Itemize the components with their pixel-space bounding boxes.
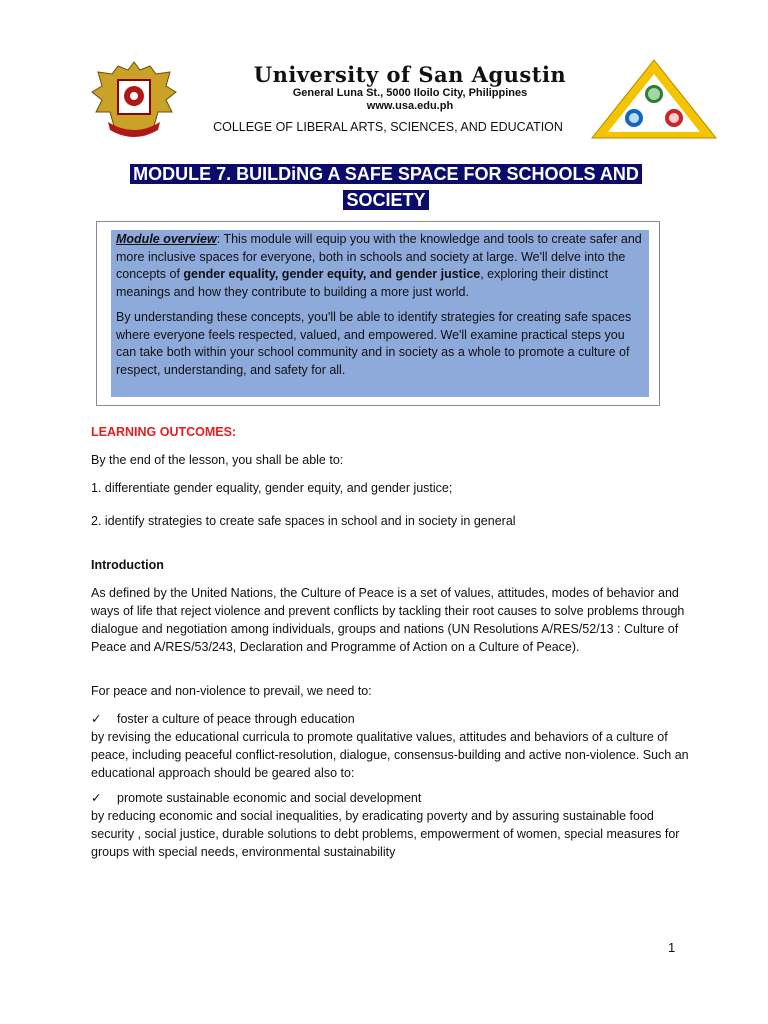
module-title <box>96 161 676 213</box>
page-number: 1 <box>668 940 676 955</box>
learning-outcomes-intro: By the end of the lesson, you shall be able to: <box>91 453 344 467</box>
bullet-2 <box>91 789 691 861</box>
overview-p1-bold: gender equality, gender equity, and gender justice <box>183 267 481 281</box>
university-address: General Luna St., 5000 Iloilo City, Philippines <box>292 87 528 99</box>
bullet-2-text: by reducing economic and social inequalities, by eradicating poverty and by assuring sustainable food security , social justice, durable solutions to debt problems, empowerment of women, special measures for groups with special needs, environmental sustainability <box>91 809 680 859</box>
overview-paragraph-1 <box>116 231 646 301</box>
overview-p1-a: : This module will equip you with the knowledge and tools to create safer and more inclusive spaces for everyone, both in schools and society at large. We'll delve into the concepts of <box>116 232 642 281</box>
bullet-1-title-line <box>91 710 691 728</box>
checkmark-icon: ✓ <box>91 791 102 805</box>
college-triangle-seal-icon <box>590 58 718 140</box>
learning-outcome-2: 2. identify strategies to create safe spaces in school and in society in general <box>91 514 516 528</box>
overview-paragraph-2: By understanding these concepts, you'll be able to identify strategies for creating safe spaces where everyone feels respected, valued, and empowered. We'll examine practical steps you can take both within your school community and in society as a whole to promote a culture of respect, understanding, and safety for all. <box>116 310 632 377</box>
bullet-2-title: promote sustainable economic and social development <box>117 791 422 805</box>
university-crest-icon <box>88 56 180 142</box>
bullet-2-title-line <box>91 789 691 807</box>
university-website: www.usa.edu.ph <box>366 100 454 112</box>
module-title-line1: MODULE 7. BUILDiNG A SAFE SPACE FOR SCHOOLS AND <box>130 164 642 184</box>
module-title-line2: SOCIETY <box>343 190 428 210</box>
module-overview-box <box>96 221 660 406</box>
introduction-paragraph-2: For peace and non-violence to prevail, we need to: <box>91 684 372 698</box>
bullet-1-text: by revising the educational curricula to promote qualitative values, attitudes and behaviors of a culture of peace, including peaceful conflict-resolution, dialogue, consensus-building and active non-violence. Such an educational approach should be geared also to: <box>91 730 689 780</box>
checkmark-icon: ✓ <box>91 712 102 726</box>
overview-p1-b: , exploring their distinct meanings and how they contribute to building a more just world. <box>116 267 609 299</box>
overview-label: Module overview <box>116 232 217 246</box>
introduction-heading: Introduction <box>91 558 164 572</box>
introduction-paragraph-1: As defined by the United Nations, the Culture of Peace is a set of values, attitudes, modes of behavior and ways of life that reject violence and prevent conflicts by tackling their root causes to solve problems through dialogue and negotiation among individuals, groups and nations (UN Resolutions A/RES/52/13 : Culture of Peace and A/RES/53/243, Declaration and Programme of Action on a Culture of Peace). <box>91 586 685 654</box>
bullet-1 <box>91 710 691 782</box>
college-name: COLLEGE OF LIBERAL ARTS, SCIENCES, AND EDUCATION <box>213 120 563 134</box>
bullet-1-title: foster a culture of peace through education <box>117 712 355 726</box>
university-name: University of San Agustin <box>253 62 567 87</box>
module-overview-text <box>116 231 646 387</box>
learning-outcomes-heading: LEARNING OUTCOMES: <box>91 425 237 439</box>
learning-outcome-1: 1. differentiate gender equality, gender equity, and gender justice; <box>91 481 453 495</box>
